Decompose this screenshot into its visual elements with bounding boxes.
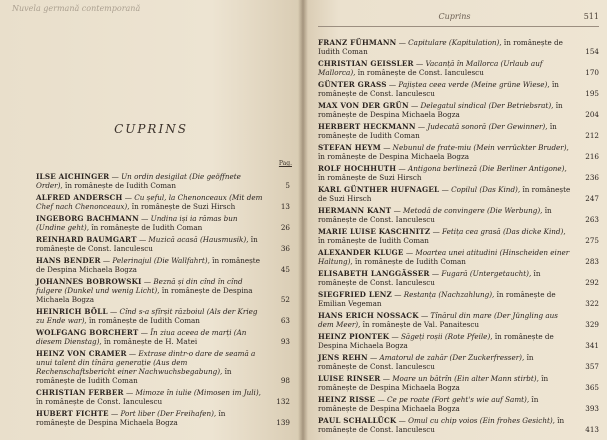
entry-dash: —	[396, 416, 409, 425]
entry-author: HANS ERICH NOSSACK	[318, 311, 419, 320]
toc-entry	[36, 172, 290, 190]
entry-title: Beznă și din cînd în cînd fulgere (Dunkel und wenig Licht),	[36, 277, 243, 295]
entry-translator: în românește de Suzi Hirsch	[318, 185, 571, 203]
left-running-head: Nuvela germană contemporană	[12, 4, 141, 13]
entry-title: Tînărul din mare (Der Jüngling aus dem Meer),	[318, 311, 558, 329]
entry-author: KARL GÜNTHER HUFNAGEL	[318, 185, 440, 194]
toc-entry	[318, 164, 599, 182]
entry-translator: în românește de Emilian Vegeman	[318, 290, 556, 308]
entry-translator: în românește de Despina Michaela Bogza	[318, 332, 554, 350]
entry-title: Copilul (Das Kind),	[451, 185, 521, 194]
entry-page-number: 139	[276, 418, 290, 427]
entry-title: Judecată sonoră (Der Gewinner),	[427, 122, 548, 131]
toc-entry	[318, 311, 599, 329]
toc-entry	[36, 328, 290, 346]
entry-dash: —	[396, 164, 409, 173]
right-running-head: Cuprins	[438, 12, 471, 21]
entry-title: Vacanță în Mallorca (Urlaub auf Mallorca),	[318, 59, 543, 77]
entry-dash: —	[391, 206, 404, 215]
entry-page-number: 45	[280, 265, 290, 274]
entry-page-number: 63	[280, 316, 290, 325]
entry-dash: —	[391, 290, 404, 299]
entry-page-number: 329	[585, 320, 599, 329]
entry-translator: în românește de Const. Ianculescu	[318, 269, 541, 287]
entry-title: Moare un bătrîn (Ein alter Mann stirbt),	[392, 374, 539, 383]
entry-dash: —	[109, 172, 122, 181]
toc-entry	[318, 38, 599, 56]
entry-translator: în românește de Const. Ianculescu	[36, 235, 258, 253]
entry-author: HEINZ VON CRAMER	[36, 349, 127, 358]
toc-entry	[36, 235, 290, 253]
entry-translator: în românește de Const. Ianculescu	[357, 68, 484, 77]
entry-dash: —	[123, 388, 136, 397]
entry-title: Port liber (Der Freihafen),	[120, 409, 217, 418]
toc-entry	[36, 388, 290, 406]
entry-translator: în românește de Iudith Coman	[91, 223, 203, 232]
entry-translator: în românește de Suzi Hirsch	[318, 173, 422, 182]
entry-title: Omul cu chip voios (Ein frohes Gesicht),	[408, 416, 555, 425]
entry-author: CHRISTIAN FERBER	[36, 388, 124, 397]
entry-author: HERMANN KANT	[318, 206, 392, 215]
entry-title: Nebunul de frate-miu (Mein verrückter Bruder),	[392, 143, 569, 152]
entry-author: HANS BENDER	[36, 256, 101, 265]
entry-translator: în românește de H. Matei	[104, 337, 198, 346]
entry-translator: în românește de Const. Ianculescu	[318, 206, 552, 224]
entry-author: GÜNTER GRASS	[318, 80, 387, 89]
entry-page-number: 52	[280, 295, 290, 304]
entry-dash: —	[126, 349, 139, 358]
page-title: CUPRINS	[114, 122, 188, 136]
entry-translator: în românește de Despina Michaela Bogza	[318, 152, 470, 161]
toc-entry	[318, 269, 599, 287]
entry-dash: —	[107, 307, 120, 316]
entry-page-number: 322	[585, 299, 599, 308]
entry-page-number: 98	[280, 376, 290, 385]
toc-entry	[318, 206, 599, 224]
entry-dash: —	[415, 122, 428, 131]
left-page	[0, 0, 302, 440]
entry-page-number: 195	[585, 89, 599, 98]
entry-page-number: 365	[585, 383, 599, 392]
header-rule	[318, 26, 599, 27]
entry-title: Un ordin desigilat (Die geöffnete Order),	[36, 172, 241, 190]
entry-dash: —	[122, 193, 135, 202]
entry-title: Amatorul de zahăr (Der Zuckerfresser),	[379, 353, 525, 362]
entry-page-number: 357	[585, 362, 599, 371]
entry-page-number: 247	[585, 194, 599, 203]
entry-page-number: 393	[585, 404, 599, 413]
entry-title: Restanța (Nachzahlung),	[403, 290, 495, 299]
entry-author: JOHANNES BOBROWSKI	[36, 277, 142, 286]
entry-dash: —	[367, 353, 380, 362]
entry-page-number: 26	[280, 223, 290, 232]
entry-author: STEFAN HEYM	[318, 143, 381, 152]
entry-title: În ziua aceea de marți (An diesem Dienstag),	[36, 328, 247, 346]
entry-translator: în românește de Despina Michaela Bogza	[318, 395, 539, 413]
entry-author: HUBERT FICHTE	[36, 409, 109, 418]
entry-translator: în românește de Despina Michaela Bogza	[318, 101, 563, 119]
book-gutter	[298, 0, 308, 440]
entry-dash: —	[403, 248, 416, 257]
toc-entry	[318, 80, 599, 98]
entry-dash: —	[136, 235, 149, 244]
toc-entry	[36, 409, 290, 427]
entry-title: Fugară (Untergetaucht),	[441, 269, 532, 278]
entry-dash: —	[386, 80, 399, 89]
entry-dash: —	[413, 59, 426, 68]
entry-page-number: 292	[585, 278, 599, 287]
entry-title: Metodă de convingere (Die Werbung),	[403, 206, 543, 215]
toc-entry	[318, 353, 599, 371]
entry-title: Săgeți roșii (Rote Pfeile),	[401, 332, 493, 341]
toc-entry	[318, 143, 599, 161]
entry-author: LUISE RINSER	[318, 374, 381, 383]
entry-author: CHRISTIAN GEISSLER	[318, 59, 414, 68]
entry-author: PAUL SCHALLÜCK	[318, 416, 397, 425]
entry-dash: —	[389, 332, 401, 341]
entry-page-number: 236	[585, 173, 599, 182]
entry-author: HEINRICH BÖLL	[36, 307, 108, 316]
entry-author: MARIE LUISE KASCHNITZ	[318, 227, 431, 236]
toc-entry	[318, 101, 599, 119]
page-number: 511	[583, 12, 599, 21]
entry-translator: în românește de Const. Ianculescu	[36, 397, 163, 406]
entry-title: Capitulare (Kapitulation),	[408, 38, 502, 47]
entry-dash: —	[418, 311, 431, 320]
entry-author: ELISABETH LANGGÄSSER	[318, 269, 430, 278]
entry-author: ROLF HOCHHUTH	[318, 164, 397, 173]
entry-dash: —	[108, 409, 121, 418]
entry-dash: —	[396, 38, 409, 47]
entry-title: Moartea unei atitudini (Hinscheiden einer Haltung),	[318, 248, 570, 266]
entry-dash: —	[375, 395, 387, 404]
entry-author: SIEGFRIED LENZ	[318, 290, 392, 299]
entry-page-number: 36	[280, 244, 290, 253]
entry-dash: —	[380, 374, 393, 383]
entry-author: INGEBORG BACHMANN	[36, 214, 139, 223]
entry-translator: în românește de Iudith Coman	[318, 38, 563, 56]
toc-entry	[36, 277, 290, 304]
toc-entry	[36, 193, 290, 211]
entry-dash: —	[138, 214, 151, 223]
toc-entry	[318, 374, 599, 392]
entry-translator: în românește de Iudith Coman	[65, 181, 176, 190]
entry-page-number: 212	[585, 131, 599, 140]
entry-author: JENS REHN	[318, 353, 368, 362]
entry-page-number: 216	[585, 152, 599, 161]
toc-entry	[36, 214, 290, 232]
entry-title: Cu șeful, la Chenonceaux (Mit dem Chef nach Chenonceaux),	[36, 193, 263, 211]
entry-title: Cînd s-a sfîrșit războiul (Als der Krieg zu Ende war),	[36, 307, 258, 325]
entry-dash: —	[439, 185, 452, 194]
entry-dash: —	[380, 143, 393, 152]
entry-page-number: 204	[585, 110, 599, 119]
entry-translator: în românește de Despina Michaela Bogza	[36, 286, 253, 304]
entry-translator: în românește de Iudith Coman	[88, 316, 200, 325]
toc-entry	[318, 416, 599, 434]
toc-entry	[318, 332, 599, 350]
entry-page-number: 341	[585, 341, 599, 350]
entry-page-number: 170	[585, 68, 599, 77]
toc-entry	[318, 227, 599, 245]
entry-title: Pajiștea ceea verde (Meine grüne Wiese),	[398, 80, 550, 89]
toc-entry	[318, 290, 599, 308]
toc-entry	[318, 248, 599, 266]
toc-entry	[36, 307, 290, 325]
toc-entry	[36, 256, 290, 274]
entry-dash: —	[429, 269, 442, 278]
entry-title: Fetița cea grasă (Das dicke Kind),	[442, 227, 566, 236]
toc-entry	[318, 395, 599, 413]
entry-title: Mimoze în iulie (Mimosen im Juli),	[135, 388, 261, 397]
entry-translator: în românește de Iudith Coman	[318, 122, 557, 140]
entry-author: HEINZ RISSE	[318, 395, 376, 404]
entry-page-number: 413	[585, 425, 599, 434]
entry-translator: în românește de Val. Panaitescu	[362, 320, 480, 329]
entry-dash: —	[100, 256, 113, 265]
entry-dash: —	[430, 227, 443, 236]
entry-author: ILSE AICHINGER	[36, 172, 110, 181]
entry-translator: în românește de Despina Michaela Bogza	[318, 374, 549, 392]
entry-dash: —	[408, 101, 421, 110]
entry-dash: —	[138, 328, 151, 337]
entry-page-number: 263	[585, 215, 599, 224]
entry-author: MAX VON DER GRÜN	[318, 101, 409, 110]
right-page	[302, 0, 607, 440]
entry-title: Pelerinajul (Die Wallfahrt),	[112, 256, 210, 265]
entry-translator: în românește de Const. Ianculescu	[318, 416, 565, 434]
entry-page-number: 283	[585, 257, 599, 266]
entry-translator: în românește de Despina Michaela Bogza	[36, 256, 260, 274]
entry-dash: —	[141, 277, 154, 286]
entry-title: Ce pe roate (Fort geht's wie auf Samt),	[386, 395, 530, 404]
entry-page-number: 93	[280, 337, 290, 346]
entry-title: Muzică acasă (Hausmusik),	[148, 235, 249, 244]
entry-author: HERBERT HECKMANN	[318, 122, 416, 131]
entry-title: Undina iși ia rămas bun (Undine geht),	[36, 214, 238, 232]
entry-translator: în românește de Despina Michaela Bogza	[36, 409, 226, 427]
toc-list-left	[36, 172, 290, 430]
entry-author: ALFRED ANDERSCH	[36, 193, 123, 202]
toc-entry	[318, 185, 599, 203]
entry-title: Extrase dintr-o dare de seamă a unui talent din tînăra generație (Aus dem Rechenschaftsbericht einer Nachwuchsbegabung),	[36, 349, 256, 376]
entry-translator: în românește de Iudith Coman	[36, 367, 232, 385]
entry-page-number: 132	[276, 397, 290, 406]
page-column-label: Pag.	[278, 160, 292, 167]
entry-page-number: 154	[585, 47, 599, 56]
entry-author: WOLFGANG BORCHERT	[36, 328, 139, 337]
entry-translator: în românește de Suzi Hirsch	[131, 202, 236, 211]
entry-page-number: 5	[285, 181, 290, 190]
entry-translator: în românește de Iudith Coman	[355, 257, 466, 266]
entry-author: REINHARD BAUMGART	[36, 235, 137, 244]
entry-page-number: 13	[280, 202, 290, 211]
entry-page-number: 275	[585, 236, 599, 245]
entry-author: ALEXANDER KLUGE	[318, 248, 404, 257]
toc-entry	[318, 59, 599, 77]
toc-entry	[36, 349, 290, 385]
toc-list-right	[318, 38, 599, 437]
entry-title: Antigona berlineză (Die Berliner Antigone),	[408, 164, 567, 173]
entry-author: HEINZ PIONTEK	[318, 332, 390, 341]
entry-translator: în românește de Const. Ianculescu	[318, 353, 534, 371]
entry-translator: în românește de Iudith Coman	[318, 236, 429, 245]
entry-author: FRANZ FÜHMANN	[318, 38, 397, 47]
entry-title: Delegatul sindical (Der Betriebsrat),	[420, 101, 554, 110]
toc-entry	[318, 122, 599, 140]
entry-translator: în românește de Const. Ianculescu	[318, 80, 559, 98]
